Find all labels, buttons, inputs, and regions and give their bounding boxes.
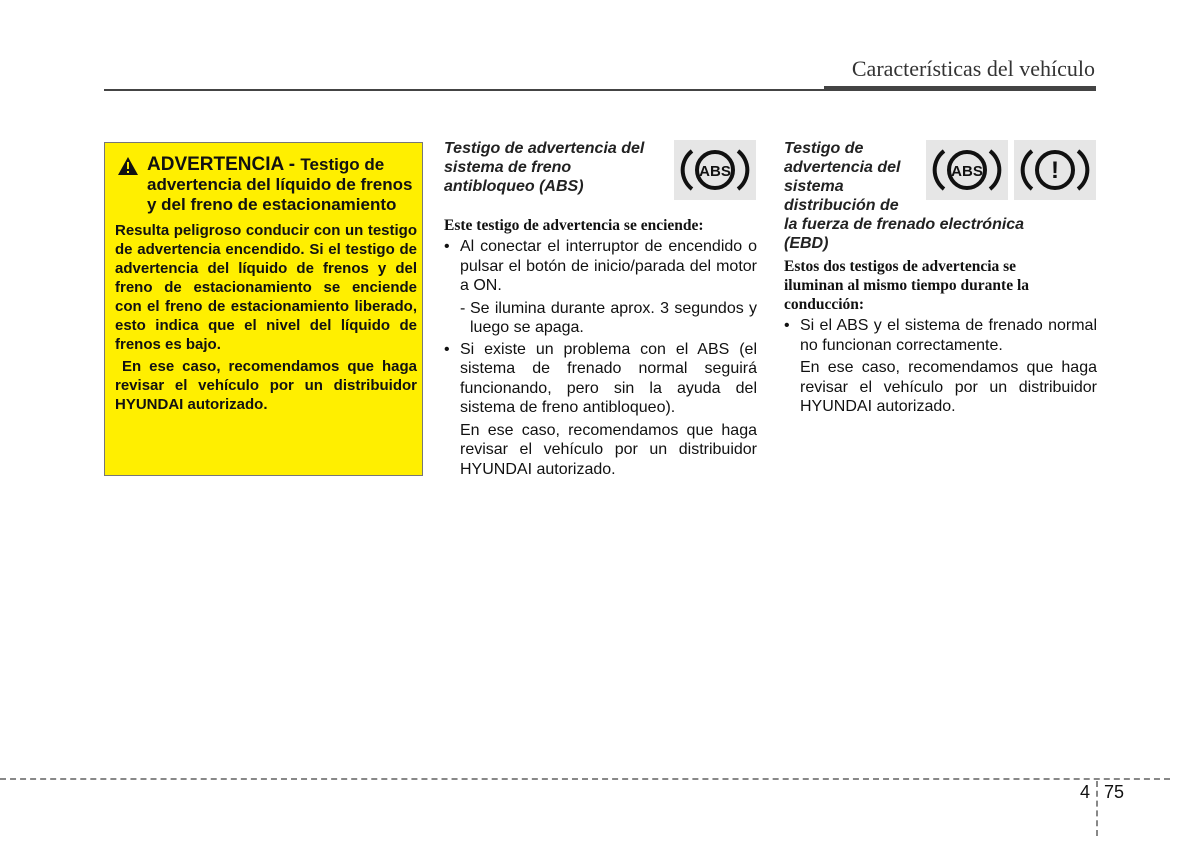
abs-sub-item [444, 299, 757, 338]
page-number: 75 [1104, 782, 1125, 802]
warning-title-text: Testigo de advertencia del líquido de frenos y del freno de estacionamiento [147, 155, 413, 214]
abs-icon-text: ABS [699, 163, 731, 180]
footer-rule [0, 778, 1170, 780]
page-header-title: Características del vehículo [851, 56, 1095, 81]
abs-bullet-2: • Si existe un problema con el ABS (el sistema de frenado normal seguirá funcionando, pero sin la ayuda del sistema de freno antibloqueo). [444, 340, 757, 418]
abs-icon [932, 145, 1002, 195]
ebd-abs-warning-icon [926, 140, 1008, 200]
warning-box [104, 142, 423, 476]
header-rule [104, 89, 824, 91]
dash-marker: - [460, 299, 466, 317]
ebd-section-title-5: la fuerza de frenado electrónica (EBD) [784, 216, 1025, 252]
warning-title [115, 155, 417, 215]
abs-sub-text: Se ilumina durante aprox. 3 segundos y luego se apaga. [470, 299, 757, 336]
ebd-bullet-1: • Si el ABS y el sistema de frenado normal no funcionan correctamente. [784, 316, 1097, 355]
warning-body-recommendation: En ese caso, recomendamos que haga revisar el vehículo por un distribuidor HYUNDAI autorizado. [115, 358, 417, 413]
warning-label: ADVERTENCIA - [147, 154, 301, 175]
warning-body: Resulta peligroso conducir con un testigo de advertencia encendido. Si el testigo de advertencia del líquido de frenos y del freno de estacionamiento se enciende con el freno de estacionamiento liberado, esto indica que el nivel del líquido de frenos es bajo. [115, 222, 417, 353]
ebd-recommendation: En ese caso, recomendamos que haga revisar el vehículo por un distribuidor HYUNDAI autorizado. [800, 359, 1097, 415]
abs-icon [680, 145, 750, 195]
warning-triangle-icon [117, 156, 139, 181]
abs-section-title: Testigo de advertencia del sistema de freno antibloqueo (ABS) [444, 140, 645, 195]
exclamation-icon [1020, 145, 1090, 195]
ebd-abs-icon-text: ABS [951, 163, 983, 180]
ebd-section-title-3: sistema [784, 178, 844, 195]
chapter-number: 4 [1080, 782, 1091, 802]
header-rule-accent [824, 86, 1096, 91]
abs-bullet-1: • Al conectar el interruptor de encendido o pulsar el botón de inicio/parada del motor a ON. [444, 237, 757, 296]
brake-warning-icon [1014, 140, 1096, 200]
abs-lead: Este testigo de advertencia se enciende: [444, 217, 704, 234]
brake-icon-text: ! [1051, 157, 1059, 184]
footer-divider [1096, 781, 1098, 836]
abs-warning-icon [674, 140, 756, 200]
ebd-section-title-4: distribución de [784, 197, 899, 214]
ebd-lead: Estos dos testigos de advertencia se iluminan al mismo tiempo durante la conducción: [784, 258, 1030, 313]
ebd-section-title-2: advertencia del [784, 159, 901, 176]
abs-recommendation: En ese caso, recomendamos que haga revisar el vehículo por un distribuidor HYUNDAI autorizado. [460, 421, 757, 478]
ebd-section-title-1: Testigo de [784, 140, 864, 157]
